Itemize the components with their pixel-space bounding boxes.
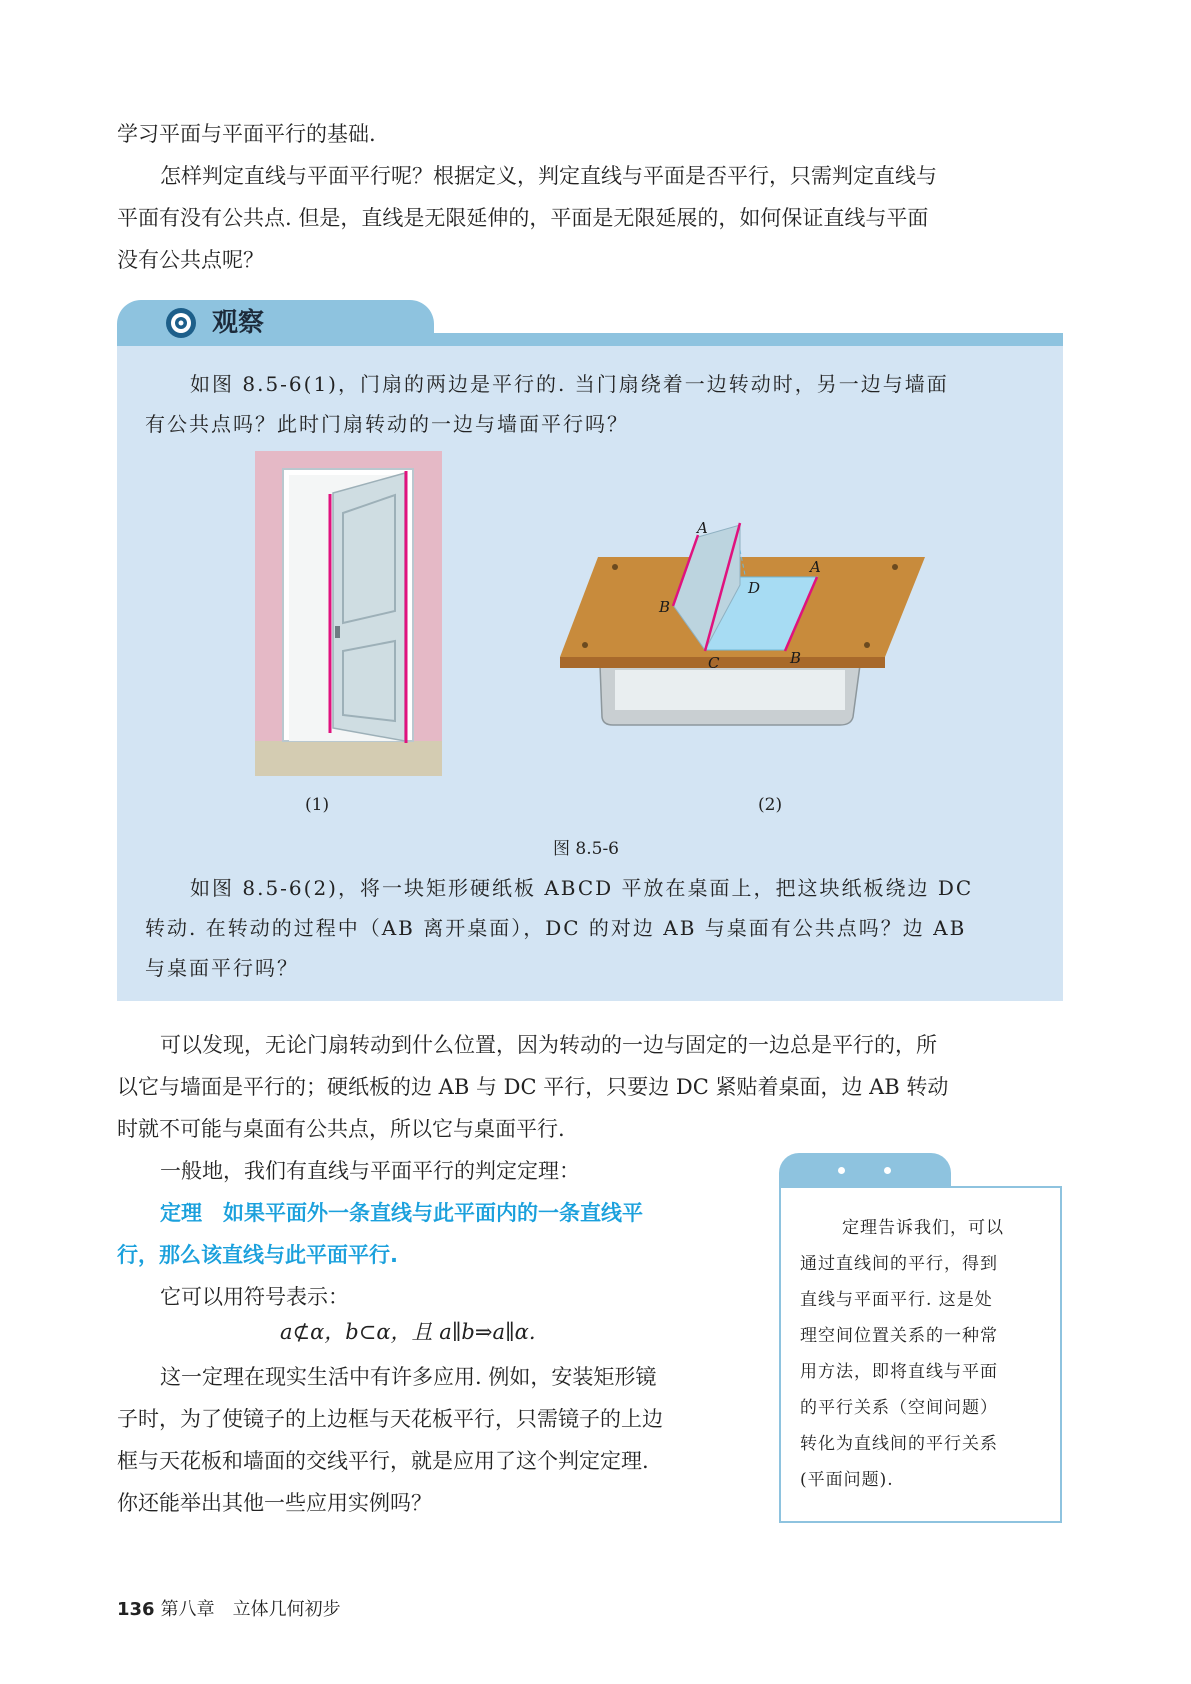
observe-title: 观察 bbox=[212, 308, 265, 338]
body-p3: 它可以用符号表示： bbox=[160, 1285, 349, 1309]
observe-q1-line-2: 有公共点吗？此时门扇转动的一边与墙面平行吗？ bbox=[145, 412, 629, 436]
theorem-line-2: 行，那么该直线与此平面平行. bbox=[117, 1243, 398, 1267]
note-line-5: 用方法，即将直线与平面 bbox=[800, 1362, 998, 1382]
note-line-7: 转化为直线间的平行关系 bbox=[800, 1434, 998, 1454]
label-c: C bbox=[708, 654, 720, 672]
label-a-flat: A bbox=[810, 558, 821, 576]
note-line-8: (平面问题). bbox=[800, 1470, 894, 1490]
observe-q2-line-1: 如图 8.5-6(2)，将一块矩形硬纸板 ABCD 平放在桌面上，把这块纸板绕边 DC bbox=[190, 876, 974, 900]
intro-para2-line-1: 怎样判定直线与平面平行呢？根据定义，判定直线与平面是否平行，只需判定直线与 bbox=[160, 164, 937, 188]
note-line-3: 直线与平面平行. 这是处 bbox=[800, 1290, 993, 1310]
formula: a⊄α，b⊂α，且 a∥b⇒a∥α. bbox=[280, 1320, 536, 1344]
intro-line-1: 学习平面与平面平行的基础. bbox=[117, 122, 376, 146]
page-footer bbox=[117, 1595, 341, 1621]
door-figure bbox=[255, 451, 442, 776]
side-note-text bbox=[800, 1210, 1045, 1498]
body-p1-line-2: 以它与墙面是平行的；硬纸板的边 AB 与 DC 平行，只要边 DC 紧贴着桌面，边 AB 转动 bbox=[117, 1075, 949, 1099]
intro-para2-line-3: 没有公共点呢？ bbox=[117, 248, 264, 272]
body-p4-line-1: 这一定理在现实生活中有许多应用. 例如，安装矩形镜 bbox=[160, 1365, 657, 1389]
intro-para2-line-2: 平面有没有公共点. 但是，直线是无限延伸的，平面是无限延展的，如何保证直线与平面 bbox=[117, 206, 929, 230]
observe-q2-line-2: 转动. 在转动的过程中（AB 离开桌面），DC 的对边 AB 与桌面有公共点吗？边 AB bbox=[145, 916, 967, 940]
body-p4-line-2: 子时，为了使镜子的上边框与天花板平行，只需镜子的上边 bbox=[117, 1407, 663, 1431]
note-dot-1 bbox=[838, 1167, 845, 1174]
label-b-flat: B bbox=[790, 649, 802, 667]
body-p2: 一般地，我们有直线与平面平行的判定定理： bbox=[160, 1159, 580, 1183]
theorem-line-1: 定理 如果平面外一条直线与此平面内的一条直线平 bbox=[160, 1201, 643, 1225]
label-d: D bbox=[748, 579, 761, 597]
observe-q1-line-1: 如图 8.5-6(1)，门扇的两边是平行的. 当门扇绕着一边转动时，另一边与墙面 bbox=[190, 372, 949, 396]
label-a-upright: A bbox=[697, 519, 708, 537]
observe-q2-line-3: 与桌面平行吗？ bbox=[145, 956, 299, 980]
label-b-upright: B bbox=[659, 598, 671, 616]
caption-1: (1) bbox=[305, 795, 330, 815]
note-line-1: 定理告诉我们，可以 bbox=[842, 1218, 1004, 1238]
note-dot-2 bbox=[884, 1167, 891, 1174]
chapter-title: 第八章 立体几何初步 bbox=[160, 1599, 341, 1620]
target-icon bbox=[164, 306, 198, 340]
body-p1-line-1: 可以发现，无论门扇转动到什么位置，因为转动的一边与固定的一边总是平行的，所 bbox=[160, 1033, 937, 1057]
body-p4-line-3: 框与天花板和墙面的交线平行，就是应用了这个判定定理. bbox=[117, 1449, 649, 1473]
body-p4-line-4: 你还能举出其他一些应用实例吗？ bbox=[117, 1491, 432, 1515]
body-p1-line-3: 时就不可能与桌面有公共点，所以它与桌面平行. bbox=[117, 1117, 565, 1141]
note-line-4: 理空间位置关系的一种常 bbox=[800, 1326, 998, 1346]
note-line-2: 通过直线间的平行，得到 bbox=[800, 1254, 998, 1274]
caption-2: (2) bbox=[758, 795, 783, 815]
figure-caption: 图 8.5-6 bbox=[553, 839, 619, 859]
note-line-6: 的平行关系（空间问题） bbox=[800, 1398, 998, 1418]
page-number: 136 bbox=[117, 1599, 155, 1620]
desk-figure bbox=[555, 505, 935, 727]
